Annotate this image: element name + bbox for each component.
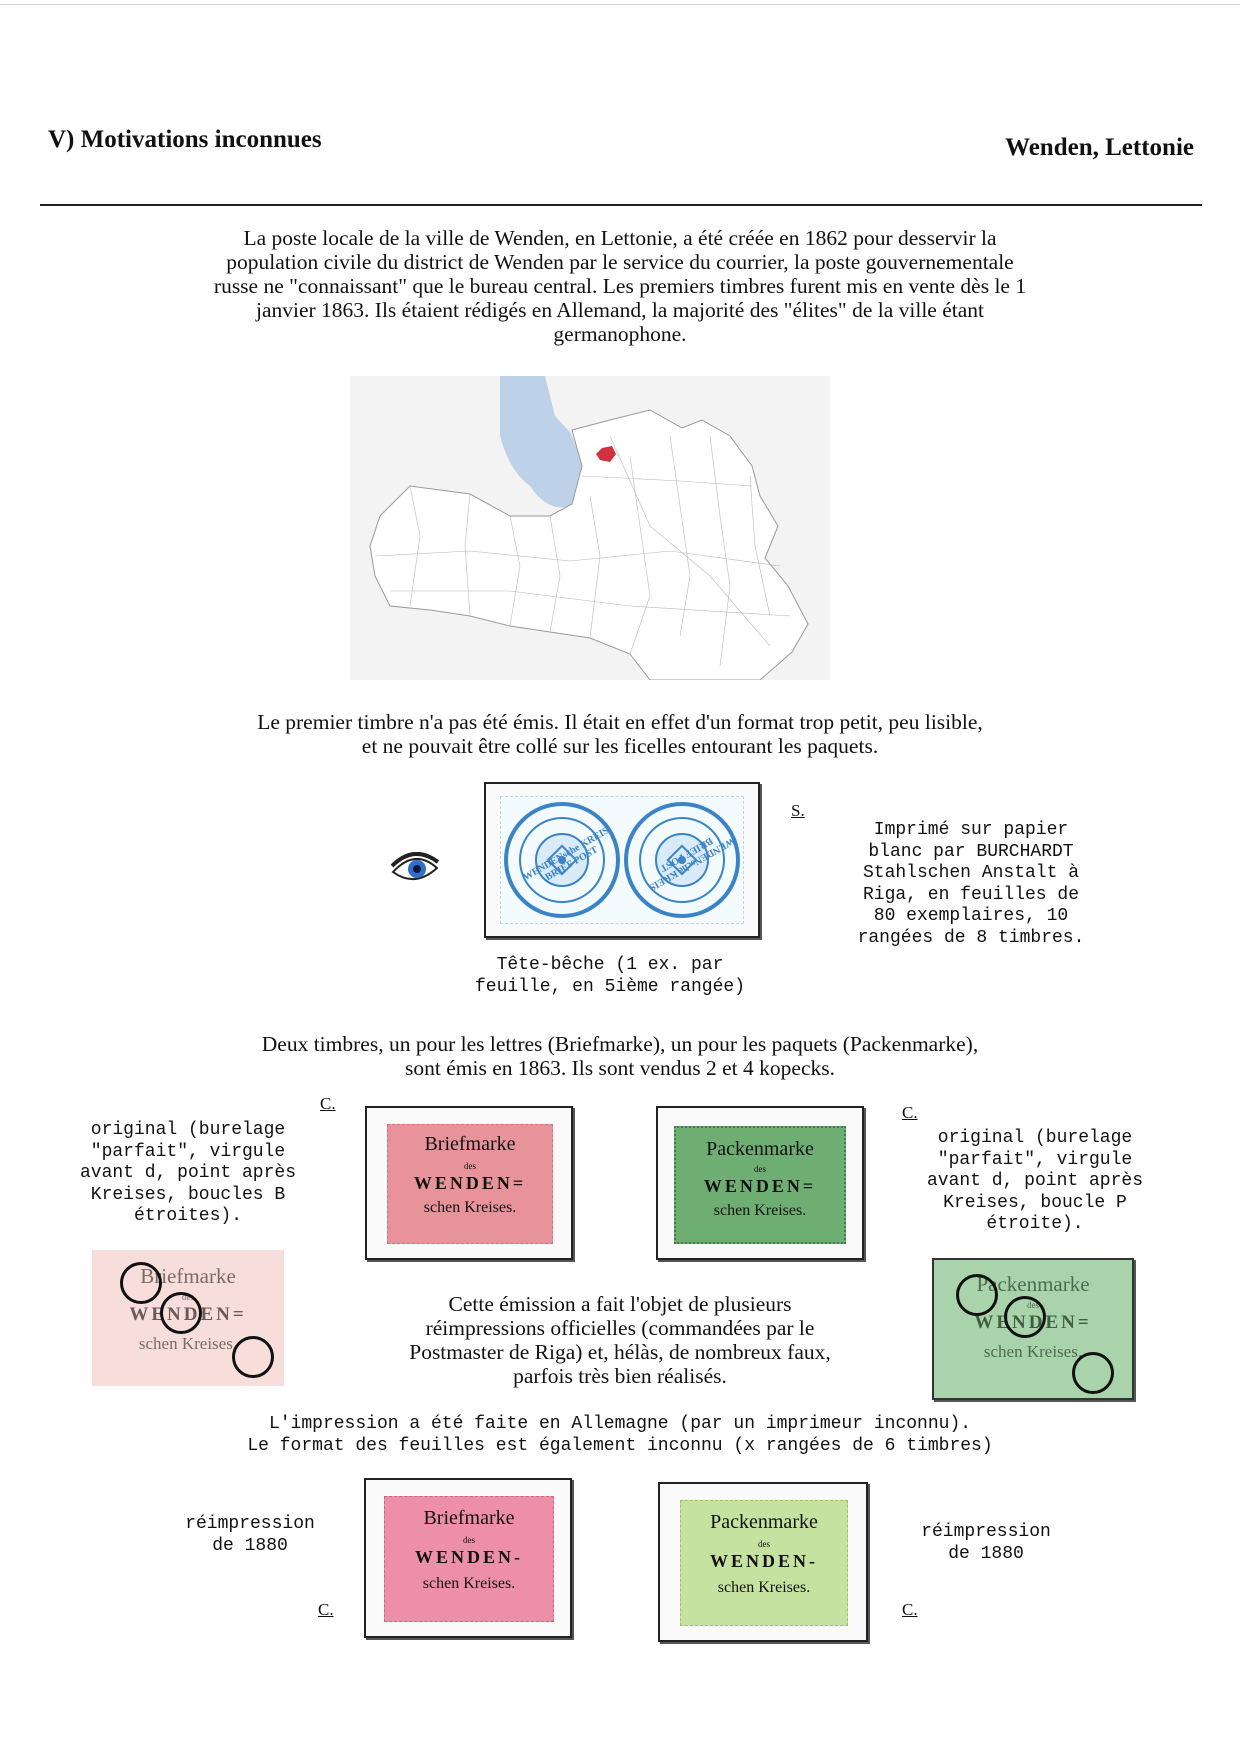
mark-c: C. [902, 1103, 918, 1122]
stamp-line: WENDEN= [974, 1312, 1092, 1333]
note-line: avant d, point après [79, 1163, 297, 1183]
stamp-line: schen Kreises. [138, 1334, 238, 1353]
detail-circle [120, 1262, 162, 1304]
stamp-line: des [754, 1164, 766, 1174]
reprints-line: Postmaster de Riga) et, hélàs, de nombreux faux, [409, 1340, 831, 1364]
stamp-line: WENDEN= [413, 1173, 527, 1193]
briefmarke-original [365, 1106, 573, 1260]
printing-line: Le format des feuilles est également inconnu (x rangées de 6 timbres) [247, 1435, 993, 1456]
mark-c: C. [902, 1600, 918, 1619]
issue-line: Deux timbres, un pour les lettres (Briefmarke), un pour les paquets (Packenmarke), [261, 1032, 979, 1056]
caption-line: Tête-bêche (1 ex. par [496, 955, 724, 975]
note-line: rangées de 8 timbres. [857, 927, 1085, 948]
first-stamp-line: Le premier timbre n'a pas été émis. Il était en effet d'un format trop petit, peu lisible, [257, 710, 983, 734]
original-note-left [62, 1120, 314, 1228]
stamp-line: WENDEN- [709, 1551, 818, 1571]
stamp-line: des [1027, 1300, 1039, 1310]
note-line: original (burelage [937, 1128, 1133, 1148]
detail-circle [956, 1274, 998, 1316]
tete-beche-pair [484, 782, 760, 938]
reprints-line: réimpressions officielles (commandées par le [425, 1316, 815, 1340]
detail-circle [1072, 1352, 1114, 1394]
stamp-line: WENDEN= [703, 1176, 817, 1196]
eye-icon [390, 852, 440, 888]
intro-line: La poste locale de la ville de Wenden, en Lettonie, a été créée en 1862 pour desservir la [243, 226, 997, 250]
original-note-right [900, 1128, 1170, 1236]
first-stamp-line: et ne pouvait être collé sur les ficelles entourant les paquets. [361, 734, 879, 758]
latvia-map-drawing [350, 376, 830, 680]
reprints-line: Cette émission a fait l'objet de plusieurs [448, 1292, 792, 1316]
stamp-line: des [182, 1292, 194, 1302]
printer-note [826, 820, 1116, 949]
stamp-line: Packenmarke [976, 1272, 1090, 1296]
reprint-line: réimpression [921, 1522, 1051, 1542]
stamp-line: schen Kreises. [983, 1342, 1083, 1361]
packenmarke-reprint-1880 [658, 1482, 868, 1642]
printing-note [120, 1414, 1120, 1457]
stamp-line: schen Kreises. [423, 1199, 517, 1216]
stamp-line: des [758, 1539, 770, 1549]
intro-paragraph [120, 226, 1120, 346]
note-line: avant d, point après [926, 1171, 1144, 1191]
detail-circle [1004, 1296, 1046, 1338]
note-line: Stahlschen Anstalt à [862, 863, 1080, 883]
packenmarke-original [656, 1106, 864, 1260]
note-line: 80 exemplaires, 10 [873, 906, 1069, 926]
stamp-line: Packenmarke [710, 1511, 818, 1533]
packenmarke-reprint-stamp [680, 1500, 848, 1626]
mark-c: C. [318, 1600, 334, 1619]
intro-line: germanophone. [553, 322, 687, 346]
tete-beche-caption [445, 955, 775, 998]
detail-circle [232, 1336, 274, 1378]
intro-line: russe ne "connaissant" que le bureau central. Les premiers timbres furent mis en vente dès le 1 [213, 274, 1027, 298]
briefmarke-stamp [387, 1124, 553, 1244]
issue-1863-paragraph [120, 1032, 1120, 1080]
place-title: Wenden, Lettonie [1005, 134, 1194, 161]
intro-line: janvier 1863. Ils étaient rédigés en Allemand, la majorité des "élites" de la ville étant [255, 298, 984, 322]
section-title: V) Motivations inconnues [48, 126, 322, 153]
mark-s: S. [791, 801, 805, 820]
stamp-line: Briefmarke [140, 1264, 236, 1288]
issue-line: sont émis en 1863. Ils sont vendus 2 et 4 kopecks. [405, 1056, 835, 1080]
stamp-line: des [463, 1535, 475, 1545]
first-stamp-paragraph [120, 710, 1120, 758]
reprint-line: réimpression [185, 1514, 315, 1534]
reprints-paragraph [350, 1292, 890, 1388]
scan-top-edge [0, 4, 1240, 5]
reprint-line: de 1880 [948, 1543, 1024, 1564]
note-line: blanc par BURCHARDT [868, 841, 1074, 862]
mark-c: C. [320, 1094, 336, 1113]
stamp-line: Packenmarke [706, 1138, 814, 1160]
stamp-line: schen Kreises. [717, 1579, 811, 1596]
header-divider [40, 204, 1202, 206]
briefmarke-forgery [92, 1250, 284, 1386]
stamp-line: WENDEN= [129, 1304, 247, 1325]
detail-circle [160, 1292, 202, 1334]
reprint-note-left [160, 1514, 340, 1557]
stamp-line: schen Kreises. [422, 1575, 516, 1592]
note-line: Kreises, boucles B [90, 1184, 286, 1205]
caption-line: feuille, en 5ième rangée) [474, 976, 746, 997]
stamp-line: Briefmarke [423, 1507, 515, 1529]
stamp-legend-left: WENDENsche KREIS BRIEF POST [521, 825, 611, 884]
stamp-line: WENDEN- [414, 1547, 523, 1567]
latvia-map [350, 376, 830, 680]
note-line: original (burelage [90, 1120, 286, 1140]
printing-line: L'impression a été faite en Allemagne (par un imprimeur inconnu). [268, 1414, 972, 1434]
packenmarke-forgery [932, 1258, 1134, 1400]
briefmarke-reprint-1880 [364, 1478, 572, 1638]
note-line: "parfait", virgule [937, 1149, 1133, 1170]
packenmarke-stamp [674, 1126, 846, 1244]
stamp-line: schen Kreises. [713, 1202, 807, 1219]
briefmarke-reprint-stamp [384, 1496, 554, 1622]
reprint-note-right [896, 1522, 1076, 1565]
note-line: étroite). [986, 1214, 1084, 1234]
note-line: Kreises, boucle P [943, 1192, 1127, 1213]
stamp-line: Briefmarke [424, 1133, 516, 1155]
reprints-line: parfois très bien réalisés. [513, 1364, 727, 1388]
intro-line: population civile du district de Wenden par le service du courrier, la poste gouvernementale [226, 250, 1014, 274]
note-line: étroites). [133, 1206, 243, 1226]
stamp-line: des [464, 1161, 476, 1171]
stamp-legend-right: WENDENsche KREIS BRIEF POST [647, 834, 737, 893]
note-line: Imprimé sur papier [873, 820, 1069, 840]
note-line: "parfait", virgule [90, 1141, 286, 1162]
reprint-line: de 1880 [212, 1535, 288, 1556]
note-line: Riga, en feuilles de [862, 884, 1080, 905]
